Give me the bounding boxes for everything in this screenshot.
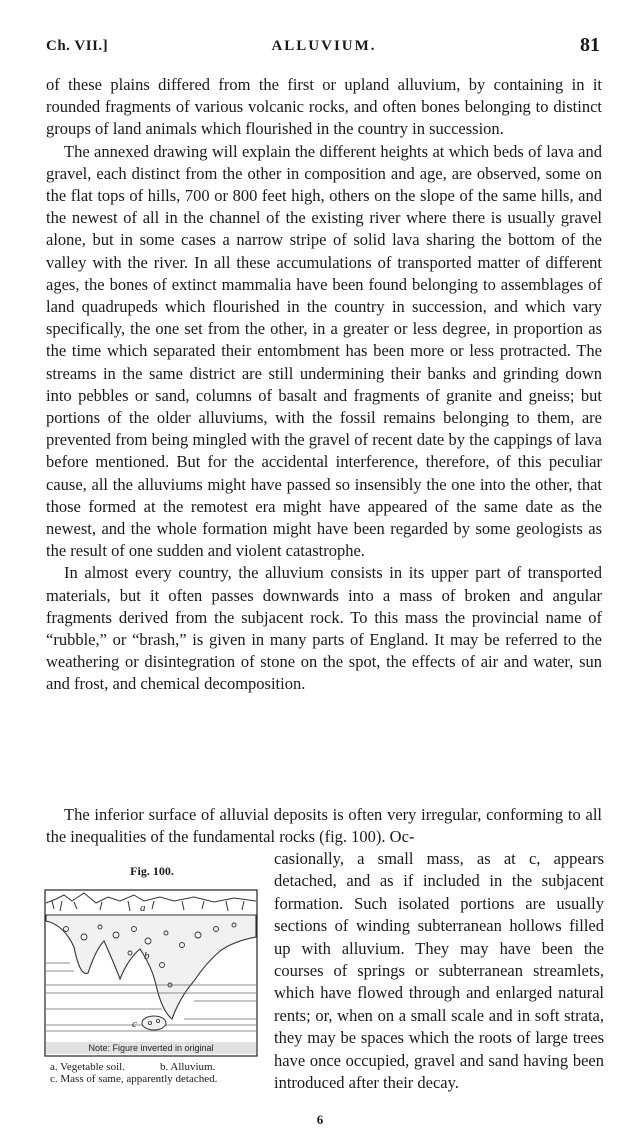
label-c: c	[132, 1018, 137, 1030]
page-header	[46, 34, 602, 58]
running-title: ALLUVIUM.	[271, 38, 377, 54]
figure-illustration	[44, 889, 258, 1057]
paragraph-1: of these plains differed from the first or upland alluvium, by containing in it rounded fragments of various volcanic rocks, and often bones belonging to distinct groups of land animals which flourished in the country in succession.	[46, 75, 602, 139]
chapter-label: Ch. VII.]	[46, 38, 109, 54]
signature-mark: 6	[316, 1112, 324, 1127]
legend-a: a. Vegetable soil.	[50, 1061, 125, 1073]
page-number: 81	[580, 34, 600, 56]
legend-b: b. Alluvium.	[160, 1061, 216, 1073]
figure-inverted-note: Note: Figure inverted in original	[46, 1042, 256, 1054]
paragraph-2: The annexed drawing will explain the different heights at which beds of lava and gravel, each distinct from the other in composition and age, are observed, some on the flat tops of hills, 700 or 800 feet high, others on the slope of the same hills, and the newest of all in the channel of the existing river where there is usually gravel alone, but in some cases a narrow stripe of solid lava sharing the bottom of the valley with the river. In all these accumulations of transported matter of different ages, the bones of extinct mammalia have been found belonging to assemblages of land quadrupeds which flourished in the country in succession, and which vary specifically, the one set from the other, in a greater or less degree, in proportion as the time which separated their entombment has been more or less protracted. The streams in the same district are still undermining their banks and grinding down into pebbles or sand, columns of basalt and fragments of granite and gneiss; but portions of the older alluviums, with the fossil remains belonging to them, are prevented from being mingled with the gravel of recent date by the cappings of lava before mentioned. But for the accidental interference, therefore, of this peculiar cause, all the alluviums might have passed so insensibly the one into the other, that those formed at the remotest era might have appeared of the same date as the newest, and the whole formation might have been regarded by some geologists as the result of one sudden and violent catastrophe.	[46, 141, 602, 561]
figure-caption: Fig. 100.	[130, 864, 174, 878]
legend-c: c. Mass of same, apparently detached.	[50, 1073, 218, 1085]
paragraph-3: In almost every country, the alluvium consists in its upper part of transported materials, but it often passes downwards into a mass of broken and angular fragments derived from the subjacent rock. To this mass the provincial name of “rubble,” or “brash,” is given in many parts of England. It may be referred to the weathering or disintegration of stone on the spot, the effects of air and water, sun and frost, and chemical decomposition.	[46, 563, 602, 694]
paragraph-4-beside-figure	[274, 848, 604, 1094]
figure-100	[44, 864, 260, 1085]
label-b: b	[144, 950, 150, 962]
label-a: a	[140, 902, 146, 914]
paragraph-4-start: The inferior surface of alluvial deposits is often very irregular, conforming to all the inequalities of the fundamental rocks (fig. 100). Oc-	[46, 805, 602, 847]
paragraph-4-rest: casionally, a small mass, as at c, appears detached, and as if included in the subjacent formation. Such isolated portions are usually sections of winding subterranean hollows filled up with alluvium. They may have been the courses of springs or subterranean streamlets, which have flowed through and enlarged natural rents; or, when on a small scale and in soft strata, they may be spaces which the roots of large trees have once occupied, gravel and sand having been introduced after their decay.	[274, 849, 604, 1093]
alluvium-section-drawing	[44, 889, 258, 1057]
main-text	[46, 74, 602, 696]
figure-legend	[44, 1061, 260, 1085]
paragraph-4-full-width	[46, 804, 602, 848]
